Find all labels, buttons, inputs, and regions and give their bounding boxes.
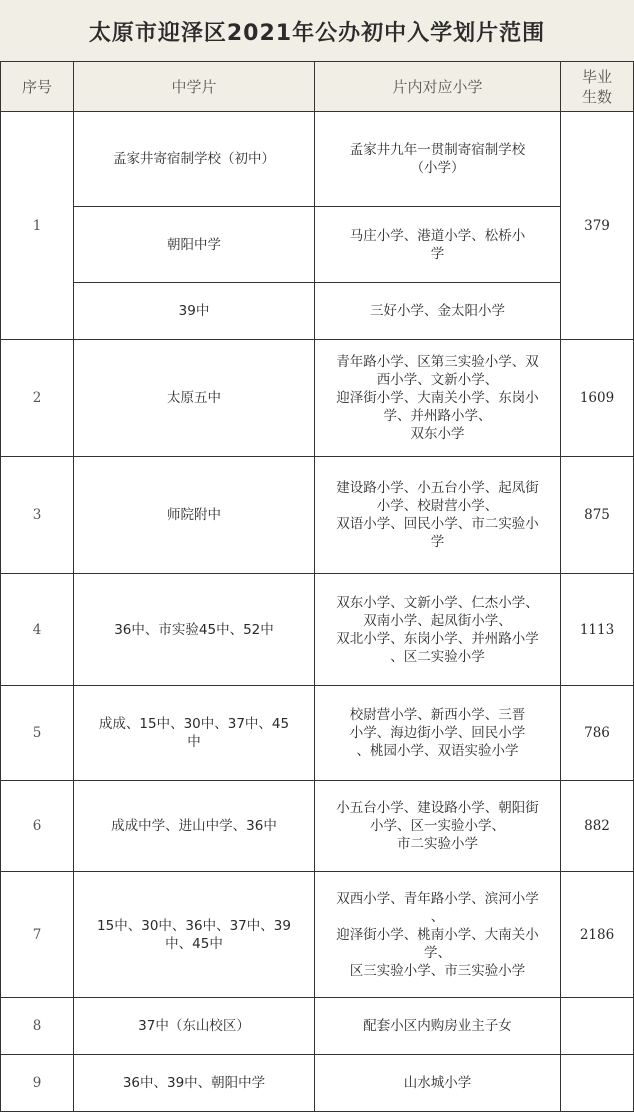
- seq-cell: 5: [1, 686, 74, 781]
- primary-schools-cell: [315, 686, 561, 781]
- table-row: [1, 207, 634, 283]
- page-title: 太原市迎泽区2021年公办初中入学划片范围: [88, 20, 546, 46]
- cell-line: 西小学、文新小学、: [376, 372, 499, 388]
- middle-school-cell: [74, 686, 315, 781]
- cell-line: 校尉营小学、新西小学、三晋: [349, 707, 526, 723]
- primary-schools-cell: [315, 283, 561, 340]
- table-row: [1, 283, 634, 340]
- middle-school-cell: [74, 112, 315, 207]
- cell-line: 双东小学: [410, 426, 465, 442]
- table-row: [1, 781, 634, 872]
- header-middle-school: 中学片: [74, 62, 315, 112]
- seq-cell: 6: [1, 781, 74, 872]
- middle-school-cell: [74, 998, 315, 1055]
- cell-line: 36中、39中、朝阳中学: [122, 1075, 266, 1091]
- cell-line: 中: [187, 734, 201, 750]
- middle-school-cell: [74, 574, 315, 686]
- primary-schools-cell: [315, 457, 561, 574]
- header-count-line: 毕业: [581, 67, 612, 86]
- middle-school-cell: [74, 340, 315, 457]
- primary-schools-cell: [315, 207, 561, 283]
- cell-line: 学、: [424, 944, 451, 961]
- cell-line: 配套小区内购房业主子女: [363, 1018, 512, 1034]
- cell-line: 双南小学、起凤街小学、: [363, 612, 512, 629]
- cell-line: 37中（东山校区）: [138, 1018, 250, 1034]
- table-row: [1, 998, 634, 1055]
- table-row: [1, 340, 634, 457]
- table-row: [1, 1055, 634, 1112]
- header-seq: 序号: [1, 62, 74, 112]
- seq-cell: 1: [1, 112, 74, 340]
- cell-line: 马庄小学、港道小学、松桥小: [349, 227, 526, 244]
- graduate-count-cell: 875: [561, 457, 634, 574]
- graduate-count-cell: 2186: [561, 872, 634, 998]
- graduate-count-cell: 882: [561, 781, 634, 872]
- middle-school-cell: [74, 781, 315, 872]
- cell-line: 15中、30中、36中、37中、39: [97, 917, 291, 934]
- cell-line: 太原五中: [167, 390, 221, 406]
- cell-line: 小五台小学、建设路小学、朝阳街: [336, 800, 539, 816]
- cell-line: 建设路小学、小五台小学、起凤街: [336, 480, 539, 496]
- cell-line: 中、45中: [165, 935, 223, 952]
- cell-line: 、: [430, 908, 445, 925]
- seq-cell: 2: [1, 340, 74, 457]
- graduate-count-cell: 1609: [561, 340, 634, 457]
- cell-line: 双西小学、青年路小学、滨河小学: [336, 890, 539, 907]
- middle-school-cell: [74, 1055, 315, 1112]
- cell-line: 双北小学、东岗小学、并州路小学: [336, 630, 539, 647]
- cell-line: 成成、15中、30中、37中、45: [98, 716, 290, 732]
- primary-schools-cell: [315, 781, 561, 872]
- cell-line: 39中: [178, 303, 210, 319]
- table-row: [1, 112, 634, 207]
- table-row: [1, 457, 634, 574]
- cell-line: 孟家井寄宿制学校（初中）: [113, 151, 275, 167]
- cell-line: 36中、市实验45中、52中: [114, 621, 274, 638]
- header-row: [1, 62, 634, 112]
- cell-line: （小学）: [410, 160, 465, 176]
- cell-line: 区三实验小学、市三实验小学: [349, 962, 526, 979]
- title-bar: [0, 0, 634, 62]
- seq-cell: 9: [1, 1055, 74, 1112]
- seq-cell: 7: [1, 872, 74, 998]
- cell-line: 双语小学、回民小学、市二实验小: [336, 516, 539, 532]
- cell-line: 师院附中: [167, 507, 221, 523]
- cell-line: 成成中学、进山中学、36中: [111, 818, 277, 834]
- cell-line: 学: [430, 534, 445, 550]
- cell-line: 三好小学、金太阳小学: [370, 303, 505, 319]
- header-count-line: 生数: [581, 87, 612, 106]
- graduate-count-cell: [561, 1055, 634, 1112]
- primary-schools-cell: [315, 872, 561, 998]
- cell-line: 山水城小学: [403, 1075, 472, 1091]
- cell-line: 、区二实验小学: [390, 648, 485, 665]
- seq-cell: 8: [1, 998, 74, 1055]
- table-row: [1, 872, 634, 998]
- cell-line: 迎泽街小学、大南关小学、东岗小: [336, 390, 539, 406]
- primary-schools-cell: [315, 112, 561, 207]
- graduate-count-cell: 786: [561, 686, 634, 781]
- cell-line: 市二实验小学: [397, 836, 478, 852]
- cell-line: 双东小学、文新小学、仁杰小学、: [336, 594, 539, 611]
- table-row: [1, 574, 634, 686]
- header-primary-schools: 片内对应小学: [315, 62, 561, 112]
- middle-school-cell: [74, 207, 315, 283]
- seq-cell: 4: [1, 574, 74, 686]
- cell-line: 朝阳中学: [167, 236, 221, 253]
- seq-cell: 3: [1, 457, 74, 574]
- graduate-count-cell: [561, 998, 634, 1055]
- table-row: [1, 686, 634, 781]
- graduate-count-cell: 379: [561, 112, 634, 340]
- school-zone-table: [0, 61, 634, 1112]
- cell-line: 学: [430, 245, 445, 262]
- primary-schools-cell: [315, 340, 561, 457]
- cell-line: 青年路小学、区第三实验小学、双: [336, 354, 539, 370]
- cell-line: 小学、校尉营小学、: [376, 498, 499, 514]
- middle-school-cell: [74, 457, 315, 574]
- middle-school-cell: [74, 283, 315, 340]
- primary-schools-cell: [315, 1055, 561, 1112]
- cell-line: 、桃园小学、双语实验小学: [356, 743, 519, 759]
- primary-schools-cell: [315, 574, 561, 686]
- cell-line: 小学、海边街小学、回民小学: [349, 725, 526, 741]
- graduate-count-cell: 1113: [561, 574, 634, 686]
- header-graduate-count: [561, 62, 634, 112]
- cell-line: 小学、区一实验小学、: [370, 818, 505, 834]
- cell-line: 孟家井九年一贯制寄宿制学校: [349, 142, 526, 158]
- primary-schools-cell: [315, 998, 561, 1055]
- cell-line: 学、并州路小学、: [383, 408, 492, 424]
- cell-line: 迎泽街小学、桃南小学、大南关小: [336, 926, 539, 943]
- middle-school-cell: [74, 872, 315, 998]
